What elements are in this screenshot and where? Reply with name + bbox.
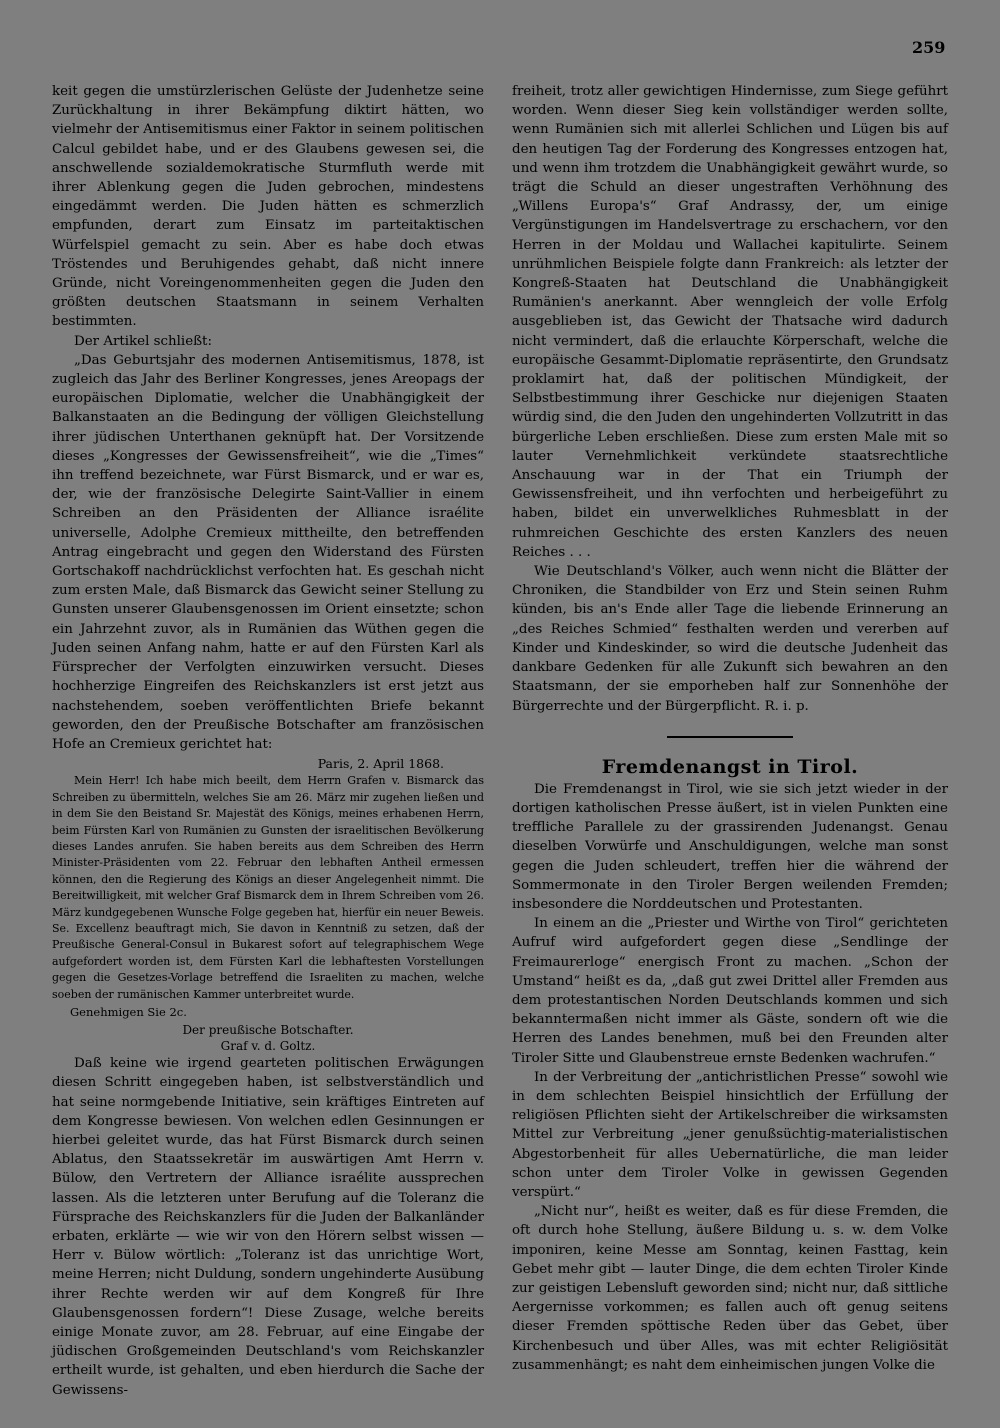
- paragraph: Die Fremdenangst in Tirol, wie sie sich jetzt wieder in der dortigen katholischen Presse äußert, ist in vielen Punkten eine treffliche Parallele zu der grassirenden Judenangst. Genau dieselben Vorwürfe und Anschuldigungen, welche man sonst gegen die Juden schleudert, treffen hier die während der Sommermonate in den Tiroler Bergen weilenden Fremden; insbesondere die Norddeutschen und Protestanten.: [512, 781, 948, 912]
- paragraph: Wie Deutschland's Völker, auch wenn nicht die Blätter der Chroniken, die Standbilder von Erz und Stein seinen Ruhm künden, bis an's Ende aller Tage die liebende Erinnerung an „des Reiches Schmied“ festhalten werden und vererben auf Kinder und Kindeskinder, so wird die deutsche Judenheit das dankbare Gedenken für alle Zukunft sich bewahren an den Staatsmann, der sie emporheben half zur Sonnenhöhe der Bürgerrechte und der Bürgerpflicht. R. i. p.: [512, 564, 948, 714]
- paragraph: freiheit, trotz aller gewichtigen Hindernisse, zum Siege geführt worden. Wenn dieser Sieg kein vollständiger werden sollte, wenn Rumänien sich mit allerlei Schlichen und Lügen bis auf den heutigen Tag der Forderung des Kongresses entzogen hat, und wenn ihm trotzdem die Unabhängigkeit gewährt wurde, so trägt die Schuld an dieser ungestraften Verhöhnung des „Willens Europa's“ Graf Andrassy, der, um einige Vergünstigungen im Handelsvertrage zu erschachern, vor den Herren in der Moldau und Wallachei kapitulirte. Seinem unrühmlichen Beispiele folgte dann Frankreich: als letzter der Kongreß-Staaten hat Deutschland die Unabhängigkeit Rumänien's anerkannt. Aber wenngleich der volle Erfolg ausgeblieben ist, das Gewicht der Thatsache wird dadurch nicht vermindert, daß die erlauchte Körperschaft, welche die europäische Gesammt-Diplomatie repräsentirte, den Grundsatz proklamirt hat, daß der politischen Mündigkeit, der Selbstbestimmung ihrer Geschicke nur diejenigen Staaten würdig sind, die den Juden den ungehinderten Vollzutritt in das bürgerliche Leben erschließen. Diese zum ersten Male mit so lauter Vernehmlichkeit verkündete staatsrechtliche Anschauung war in der That ein Triumph der Gewissensfreiheit, und ihn verfochten und herbeigeführt zu haben, bildet ein unverwelkliches Ruhmesblatt in der ruhmreichen Geschichte des ersten Kanzlers des neuen Reiches . . .: [512, 84, 948, 560]
- paragraph: In einem an die „Priester und Wirthe von Tirol“ gerichteten Aufruf wird aufgefordert gegen diese „Sendlinge der Freimaurerloge“ energisch Front zu machen. „Schon der Umstand“ heißt es da, „daß gut zwei Drittel aller Fremden aus dem protestantischen Norden Deutschlands kommen und sich bekanntermaßen nicht immer als Gäste, sondern oft wie die Herren des Landes benehmen, muß bei den Freunden alter Tiroler Sitte und Glaubenstreue ernste Bedenken wachrufen.“: [512, 916, 948, 1066]
- letter-body: Mein Herr! Ich habe mich beeilt, dem Herrn Grafen v. Bismarck das Schreiben zu übermitteln, welches Sie am 26. März mir zugehen ließen und in dem Sie den Beistand Sr. Majestät des Königs, meines erhabenen Herrn, beim Fürsten Karl von Rumänien zu Gunsten der israelitischen Bevölkerung dieses Landes anrufen. Sie haben bereits aus dem Schreiben des Herrn Minister-Präsidenten vom 22. Februar den lebhaften Antheil ermessen können, den die Regierung des Königs an dieser Angelegenheit nimmt. Die Bereitwilligkeit, mit welcher Graf Bismarck dem in Ihrem Schreiben vom 26. März kundgegebenen Wunsche Folge gegeben hat, hierfür ein neuer Beweis. Se. Excellenz beauftragt mich, Sie davon in Kenntniß zu setzen, daß der Preußische General-Consul in Bukarest sofort auf telegraphischem Wege aufgefordert worden ist, dem Fürsten Karl die lebhaftesten Vorstellungen gegen die Gesetzes-Vorlage betreffend die Israeliten zu machen, welche soeben der rumänischen Kammer unterbreitet wurde.: [52, 774, 484, 1001]
- section-divider: [667, 736, 793, 738]
- letter-signature-title: Der preußische Botschafter.: [182, 1023, 354, 1038]
- left-column: [52, 82, 484, 1400]
- page-number: 259: [912, 38, 946, 57]
- article-headline: Fremdenangst in Tirol.: [601, 755, 859, 778]
- paragraph: Der Artikel schließt:: [74, 333, 212, 349]
- paragraph: Daß keine wie irgend gearteten politischen Erwägungen diesen Schritt eingegeben haben, ist selbstverständlich und hat seine normgebende Initiative, sein kräftiges Eintreten auf dem Kongresse bewiesen. Von welchen edlen Gesinnungen er hierbei geleitet wurde, das hat Fürst Bismarck durch seinen Ablatus, den Staatssekretär im auswärtigen Amt Herrn v. Bülow, den Vertretern der Alliance israélite aussprechen lassen. Als die letzteren unter Berufung auf die Toleranz die Fürsprache des Reichskanzlers für die Juden der Balkanländer erbaten, erklärte — wie wir von den Hörern selbst wissen — Herr v. Bülow wörtlich: „Toleranz ist das unrichtige Wort, meine Herren; nicht Duldung, sondern ungehinderte Ausübung ihrer Rechte werden wir auf dem Kongreß für Ihre Glaubensgenossen fordern“! Diese Zusage, welche bereits einige Monate zuvor, am 28. Februar, auf eine Eingabe der jüdischen Großgemeinden Deutschland's vom Reichskanzler ertheilt wurde, ist gehalten, und eben hierdurch die Sache der Gewissens-: [52, 1056, 484, 1398]
- paragraph: keit gegen die umstürzlerischen Gelüste der Judenhetze seine Zurückhaltung in ihrer Bekämpfung diktirt hätten, wo vielmehr der Antisemitismus einer Faktor in seinem politischen Calcul gebildet habe, und er des Glaubens gewesen sei, die anschwellende sozialdemokratische Sturmfluth werde mit ihrer Ablenkung gegen die Juden gebrochen, mindestens eingedämmt werden. Die Juden hätten es schmerzlich empfunden, derart zum Einsatz im parteitaktischen Würfelspiel gemacht zu sein. Aber es habe doch etwas Tröstendes und Beruhigendes gehabt, daß nicht innere Gründe, nicht Voreingenommenheiten gegen die Juden den größten deutschen Staatsmann in seinem Verhalten bestimmten.: [52, 84, 484, 330]
- letter-close: Genehmigen Sie 2c.: [70, 1005, 187, 1019]
- right-column: [512, 82, 948, 1375]
- paragraph: „Nicht nur“, heißt es weiter, daß es für diese Fremden, die oft durch hohe Stellung, äußere Bildung u. s. w. dem Volke imponiren, keine Messe am Sonntag, keinen Fasttag, kein Gebet mehr gibt — lauter Dinge, die dem echten Tiroler Kinde zur geistigen Lebensluft geworden sind; nicht nur, daß sittliche Aergernisse vorkommen; es fallen auch oft genug seitens dieser Fremden spöttische Reden über das Gebet, über Kirchenbesuch und über Alles, was mit echter Religiösität zusammenhängt; es naht dem einheimischen jungen Volke die: [512, 1204, 948, 1373]
- quoted-article: „Das Geburtsjahr des modernen Antisemitismus, 1878, ist zugleich das Jahr des Berliner Kongresses, jenes Areopags der europäischen Diplomatie, welcher die Unabhängigkeit der Balkanstaaten an die Bedingung der völligen Gleichstellung ihrer jüdischen Unterthanen geknüpft hat. Der Vorsitzende dieses „Kongresses der Gewissensfreiheit“, wie die „Times“ ihn treffend bezeichnete, war Fürst Bismarck, und er war es, der, wie der französische Delegirte Saint-Vallier in einem Schreiben an den Präsidenten der Alliance israélite universelle, Adolphe Cremieux mittheilte, den betreffenden Antrag eingebracht und gegen den Widerstand des Fürsten Gortschakoff nachdrücklichst verfochten hat. Es geschah nicht zum ersten Male, daß Bismarck das Gewicht seiner Stellung zu Gunsten unserer Glaubensgenossen im Orient einsetzte; schon ein Jahrzehnt zuvor, als in Rumänien das Wüthen gegen die Juden seinen Anfang nahm, hatte er auf den Fürsten Karl als Fürsprecher der Verfolgten einzuwirken versucht. Dieses hochherzige Eingreifen des Reichskanzlers ist erst jetzt aus nachstehendem, soeben veröffentlichten Briefe bekannt geworden, den der Preußische Botschafter am französischen Hofe an Cremieux gerichtet hat:: [52, 352, 484, 752]
- letter-dateline: Paris, 2. April 1868.: [317, 756, 444, 772]
- letter-signature-name: Graf v. d. Goltz.: [220, 1039, 316, 1054]
- paragraph: In der Verbreitung der „antichristlichen Presse“ sowohl wie in dem schlechten Beispiel hinsichtlich der Erfüllung der religiösen Pflichten sieht der Artikelschreiber die wirksamsten Mittel zur Verbreitung „jener genußsüchtig-materialistischen Abgestorbenheit für alles Uebernatürliche, die man leider schon unter dem Tiroler Volke in gewissen Gegenden verspürt.“: [512, 1069, 948, 1200]
